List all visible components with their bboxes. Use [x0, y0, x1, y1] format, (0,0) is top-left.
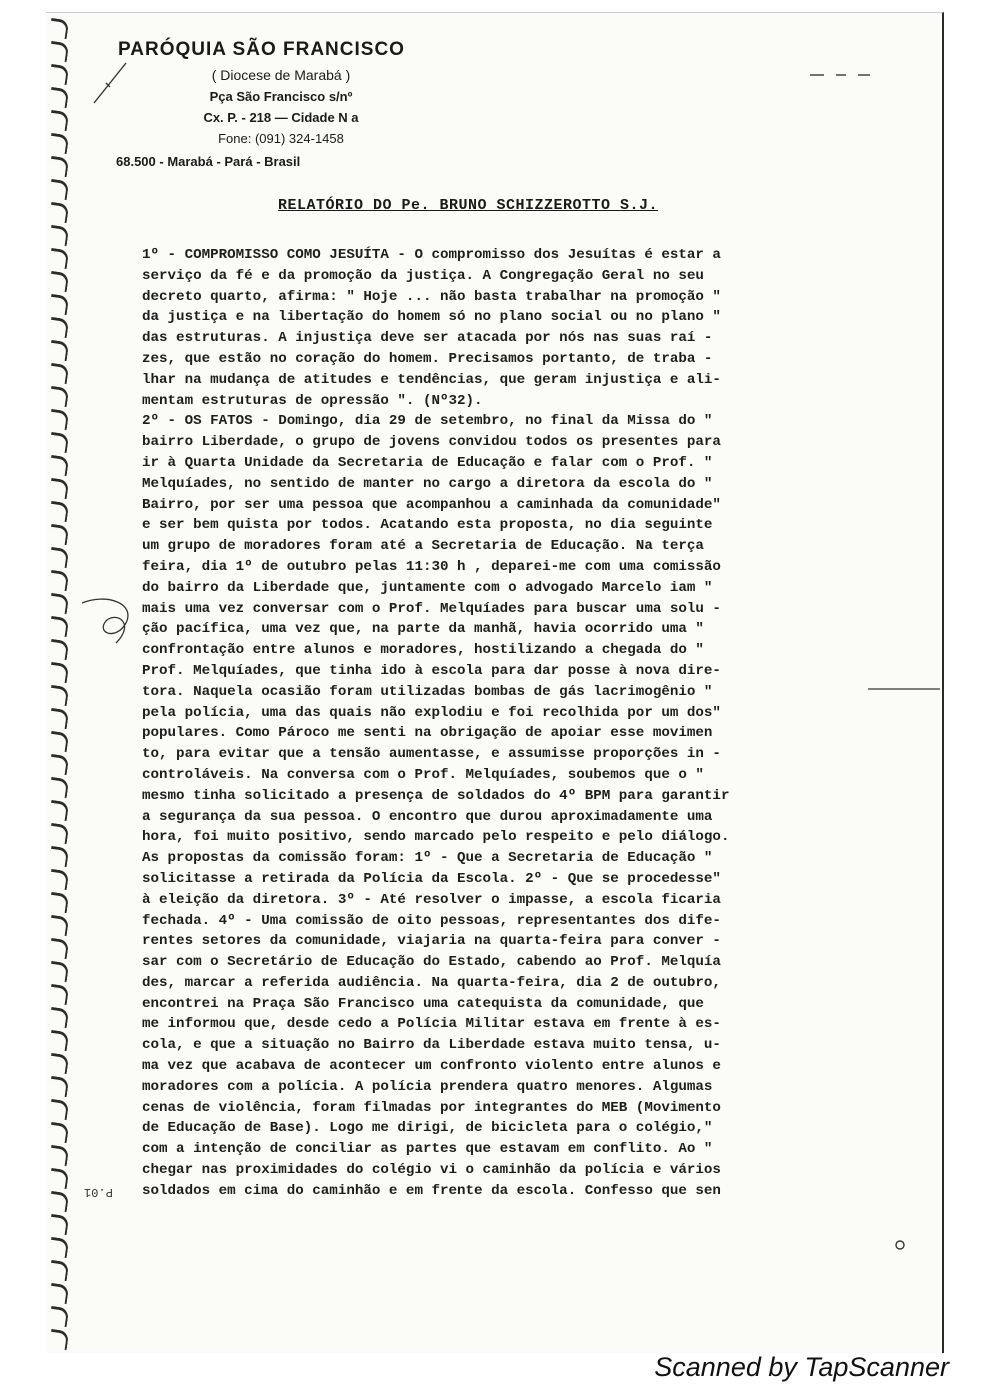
body-line: populares. Como Pároco me senti na obrigação de apoiar esse movimen — [142, 725, 713, 742]
body-line: mesmo tinha solicitado a presença de soldados do 4º BPM para garantir — [142, 787, 730, 804]
dash-mark-top — [806, 69, 876, 83]
body-line: ção pacífica, uma vez que, na parte da manhã, havia ocorrido uma " — [142, 621, 704, 638]
spiral-ring — [49, 708, 69, 729]
spiral-ring — [49, 1329, 69, 1350]
body-line: As propostas da comissão foram: 1º - Que a Secretaria de Educação " — [142, 850, 713, 867]
report-body — [142, 245, 872, 1202]
spiral-ring — [49, 409, 69, 430]
body-line: des, marcar a referida audiência. Na quarta-feira, dia 2 de outubro, — [142, 974, 721, 991]
body-line: fechada. 4º - Uma comissão de oito pessoas, representantes dos dife- — [142, 912, 721, 929]
body-line: Melquíades, no sentido de manter no cargo a diretora da escola do " — [142, 475, 713, 492]
spiral-ring — [49, 501, 69, 522]
scanned-page — [46, 12, 944, 1353]
body-line: rentes setores da comunidade, viajaria na quarta-feira para conver - — [142, 933, 721, 950]
spiral-ring — [49, 1053, 69, 1074]
body-line: Bairro, por ser uma pessoa que acompanhou a caminhada da comunidade" — [142, 496, 721, 513]
spiral-ring — [49, 1214, 69, 1235]
spiral-ring — [49, 731, 69, 752]
spiral-ring — [49, 938, 69, 959]
body-line: sar com o Secretário de Educação do Estado, cabendo ao Prof. Melquía — [142, 954, 721, 971]
parish-name: PARÓQUIA SÃO FRANCISCO — [118, 39, 405, 60]
spiral-ring — [49, 1168, 69, 1189]
parish-postal-box: Cx. P. - 218 — Cidade N a — [203, 110, 359, 125]
spiral-ring — [49, 616, 69, 637]
body-line: moradores com a polícia. A polícia prendera quatro menores. Algumas — [142, 1078, 713, 1095]
body-line: bairro Liberdade, o grupo de jovens convidou todos os presentes para — [142, 434, 721, 451]
body-line: decreto quarto, afirma: " Hoje ... não basta trabalhar na promoção " — [142, 288, 721, 305]
pen-mark-top — [86, 53, 146, 113]
spiral-ring — [49, 662, 69, 683]
spiral-ring — [49, 64, 69, 85]
spiral-ring — [49, 1283, 69, 1304]
spiral-ring — [49, 800, 69, 821]
spiral-ring — [49, 593, 69, 614]
spiral-ring — [49, 340, 69, 361]
spiral-ring — [49, 156, 69, 177]
spiral-ring — [49, 1076, 69, 1097]
spiral-ring — [49, 432, 69, 453]
report-title: RELATÓRIO DO Pe. BRUNO SCHIZZEROTTO S.J. — [278, 197, 659, 214]
parish-address: Pça São Francisco s/nº — [209, 89, 353, 104]
letterhead — [116, 39, 446, 169]
body-line: a segurança da sua pessoa. O encontro que durou aproximadamente uma — [142, 808, 713, 825]
body-line: mais uma vez conversar com o Prof. Melquíades para buscar uma solu - — [142, 600, 721, 617]
spiral-ring — [49, 225, 69, 246]
spiral-ring — [49, 294, 69, 315]
ring-mark — [892, 1237, 908, 1253]
body-line: das estruturas. A injustiça deve ser atacada por nós nas suas raí - — [142, 330, 713, 347]
spiral-ring — [49, 363, 69, 384]
scanner-watermark: Scanned by TapScanner — [654, 1352, 949, 1382]
spiral-ring — [49, 524, 69, 545]
spiral-ring — [49, 1306, 69, 1327]
spiral-ring — [49, 777, 69, 798]
spiral-ring — [49, 317, 69, 338]
body-line: com a intenção de conciliar as partes que estavam em conflito. Ao " — [142, 1141, 713, 1158]
spiral-ring — [49, 248, 69, 269]
parish-phone: Fone: (091) 324-1458 — [218, 131, 344, 146]
margin-line-right — [866, 683, 942, 695]
body-line: e ser bem quista por todos. Acatando esta proposta, no dia seguinte — [142, 517, 713, 534]
spiral-ring — [49, 478, 69, 499]
body-line: lhar na mudança de atitudes e tendências, que geram injustiça e ali- — [142, 371, 721, 388]
page-number: P.01 — [84, 1185, 113, 1199]
body-line: confrontação entre alunos e moradores, hostilizando a chegada do " — [142, 642, 704, 659]
body-line: hora, foi muito positivo, sendo marcado pelo respeito e pelo diálogo. — [142, 829, 730, 846]
spiral-ring — [49, 179, 69, 200]
spiral-ring — [49, 547, 69, 568]
spiral-ring — [49, 639, 69, 660]
body-line: 1º - COMPROMISSO COMO JESUÍTA - O compromisso dos Jesuítas é estar a — [142, 247, 721, 263]
spiral-ring — [49, 455, 69, 476]
spiral-ring — [49, 984, 69, 1005]
body-line: cola, e que a situação no Bairro da Liberdade estava muito tensa, u- — [142, 1037, 721, 1054]
spiral-ring — [49, 271, 69, 292]
body-line: chegar nas proximidades do colégio vi o caminhão da polícia e vários — [142, 1162, 721, 1179]
body-line: controláveis. Na conversa com o Prof. Melquíades, soubemos que o " — [142, 766, 704, 783]
body-line: ma vez que acabava de acontecer um confronto violento entre alunos e — [142, 1058, 721, 1075]
spiral-ring — [49, 869, 69, 890]
body-line: à eleição da diretora. 3º - Até resolver o impasse, a escola ficaria — [142, 891, 721, 908]
spiral-ring — [49, 1099, 69, 1120]
spiral-ring — [49, 87, 69, 108]
spiral-ring — [49, 41, 69, 62]
spiral-ring — [49, 1007, 69, 1028]
spiral-ring — [49, 823, 69, 844]
body-line: de Educação de Base). Logo me dirigi, de bicicleta para o colégio," — [142, 1120, 713, 1137]
spiral-ring — [49, 892, 69, 913]
spiral-ring — [49, 202, 69, 223]
spiral-ring — [49, 846, 69, 867]
body-line: pela polícia, uma das quais não explodiu e foi recolhida por um dos" — [142, 704, 721, 721]
parish-city: 68.500 - Marabá - Pará - Brasil — [116, 154, 301, 169]
body-line: soldados em cima do caminhão e em frente da escola. Confesso que sen — [142, 1182, 721, 1199]
body-line: ir à Quarta Unidade da Secretaria de Educação e falar com o Prof. " — [142, 454, 713, 471]
spiral-ring — [49, 1145, 69, 1166]
spiral-ring — [49, 1191, 69, 1212]
spiral-ring — [49, 1237, 69, 1258]
body-line: da justiça e na libertação do homem só no plano social ou no plano " — [142, 309, 721, 326]
body-line: um grupo de moradores foram até a Secretaria de Educação. Na terça — [142, 538, 704, 555]
body-line: encontrei na Praça São Francisco uma catequista da comunidade, que — [142, 995, 704, 1012]
spiral-ring — [49, 386, 69, 407]
spiral-ring — [49, 110, 69, 131]
spiral-ring — [49, 133, 69, 154]
margin-scribble — [76, 593, 146, 653]
spiral-ring — [49, 1030, 69, 1051]
body-line: solicitasse a retirada da Polícia da Escola. 2º - Que se procedesse" — [142, 870, 721, 887]
spiral-ring — [49, 754, 69, 775]
diocese-name: ( Diocese de Marabá ) — [211, 67, 351, 83]
body-line: Prof. Melquíades, que tinha ido à escola para dar posse à nova dire- — [142, 662, 721, 679]
body-line: 2º - OS FATOS - Domingo, dia 29 de setembro, no final da Missa do " — [142, 413, 713, 430]
spiral-ring — [49, 570, 69, 591]
spiral-ring — [49, 915, 69, 936]
body-line: serviço da fé e da promoção da justiça. A Congregação Geral no seu — [142, 267, 704, 284]
spiral-ring — [49, 961, 69, 982]
body-line: zes, que estão no coração do homem. Precisamos portanto, de traba - — [142, 350, 713, 367]
body-line: tora. Naquela ocasião foram utilizadas bombas de gás lacrimogênio " — [142, 683, 713, 700]
spiral-ring — [49, 1260, 69, 1281]
body-line: feira, dia 1º de outubro pelas 11:30 h , deparei-me com uma comissão — [142, 558, 721, 575]
spiral-ring — [49, 18, 69, 39]
body-line: to, para evitar que a tensão aumentasse, e assumisse proporções in - — [142, 746, 721, 763]
body-line: me informou que, desde cedo a Polícia Militar estava em frente à es- — [142, 1016, 721, 1033]
body-line: mentam estruturas de opressão ". (Nº32). — [142, 392, 483, 409]
body-line: cenas de violência, foram filmadas por integrantes do MEB (Movimento — [142, 1099, 721, 1116]
spiral-ring — [49, 685, 69, 706]
spiral-ring — [49, 1122, 69, 1143]
spiral-binding — [46, 13, 72, 1353]
body-line: do bairro da Liberdade que, juntamente com o advogado Marcelo iam " — [142, 579, 713, 596]
